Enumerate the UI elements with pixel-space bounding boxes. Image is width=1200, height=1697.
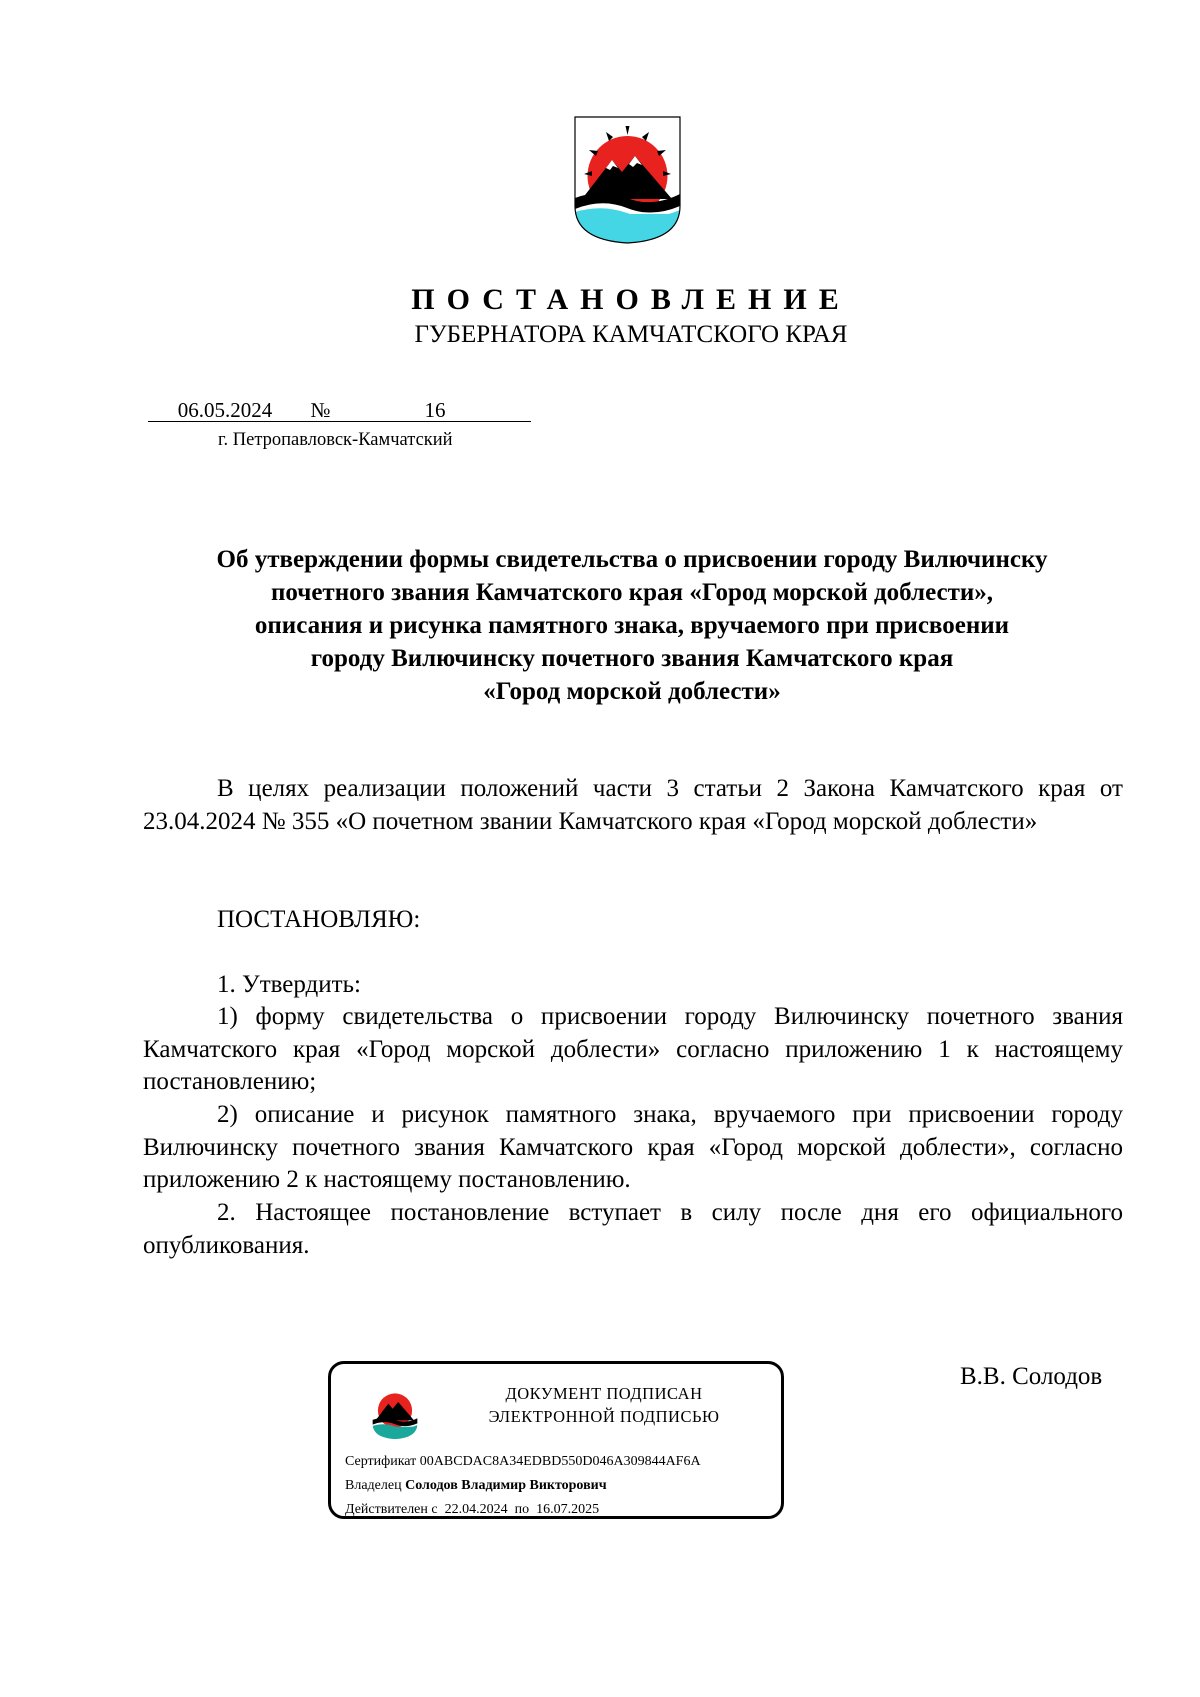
decree-paragraph [143,904,1123,937]
stamp-line-1: ДОКУМЕНТ ПОДПИСАН [505,1384,703,1403]
certificate-id: 00ABCDAC8A34EDBD550D046A309844AF6A [419,1454,701,1469]
number-sign: № [302,396,339,422]
kamchatka-coat-of-arms-emblem [572,114,683,245]
document-heading [120,543,1144,708]
heading-line: Об утверждении формы свидетельства о присвоении городу Вилючинску [216,546,1048,573]
heading-line: описания и рисунка памятного знака, вручаемого при присвоении [254,612,1010,639]
stamp-emblem-icon [370,1384,420,1440]
stamp-heading [439,1382,769,1428]
decree-text: ПОСТАНОВЛЯЮ: [217,906,421,933]
preamble-paragraph [143,773,1123,838]
heading-line: «Город морской доблести» [483,678,781,705]
owner-label: Владелец [345,1478,402,1493]
document-number: 16 [339,396,531,422]
item1-paragraph [143,969,1123,1002]
item1-1-text: 1) форму свидетельства о присвоении городу Вилючинску почетного звания Камчатского края «Город морской доблести» согласно приложению 1 к настоящему постановлению; [143,1003,1123,1095]
valid-label: Действителен [345,1502,428,1517]
stamp-certificate [345,1452,701,1472]
electronic-signature-stamp [328,1361,784,1519]
item2-paragraph [143,1197,1123,1262]
item1-2-paragraph [143,1099,1123,1197]
heading-line: городу Вилючинску почетного звания Камчатского края [310,645,954,672]
owner-name: Солодов Владимир Викторович [405,1478,607,1493]
document-date: 06.05.2024 [148,396,302,422]
stamp-owner [345,1476,607,1496]
issuer-subtitle: ГУБЕРНАТОРА КАМЧАТСКОГО КРАЯ [414,321,848,348]
stamp-line-2: ЭЛЕКТРОННОЙ ПОДПИСЬЮ [488,1407,720,1426]
document-type-title: ПОСТАНОВЛЕНИЕ [411,283,851,316]
preamble-text: В целях реализации положений части 3 статьи 2 Закона Камчатского края от 23.04.2024 № 355 «О почетном звании Камчатского края «Город морской доблести» [143,775,1123,835]
date-number-line [148,396,531,424]
valid-to-label: по [514,1502,530,1517]
signer-name: В.В. Солодов [960,1363,1103,1390]
item1-1-paragraph [143,1001,1123,1099]
valid-from-date: 22.04.2024 [444,1502,508,1517]
certificate-label: Сертификат [345,1454,417,1469]
city-line: г. Петропавловск-Камчатский [218,430,453,450]
stamp-validity [345,1500,599,1520]
item2-text: 2. Настоящее постановление вступает в силу после дня его официального опубликования. [143,1199,1123,1259]
heading-line: почетного звания Камчатского края «Город морской доблести», [270,579,994,606]
item1-text: 1. Утвердить: [217,971,361,998]
valid-to-date: 16.07.2025 [536,1502,600,1517]
item1-2-text: 2) описание и рисунок памятного знака, вручаемого при присвоении городу Вилючинску почетного звания Камчатского края «Город морской доблести», согласно приложению 2 к настоящему постановлению. [143,1101,1123,1193]
valid-from-label: с [431,1502,438,1517]
